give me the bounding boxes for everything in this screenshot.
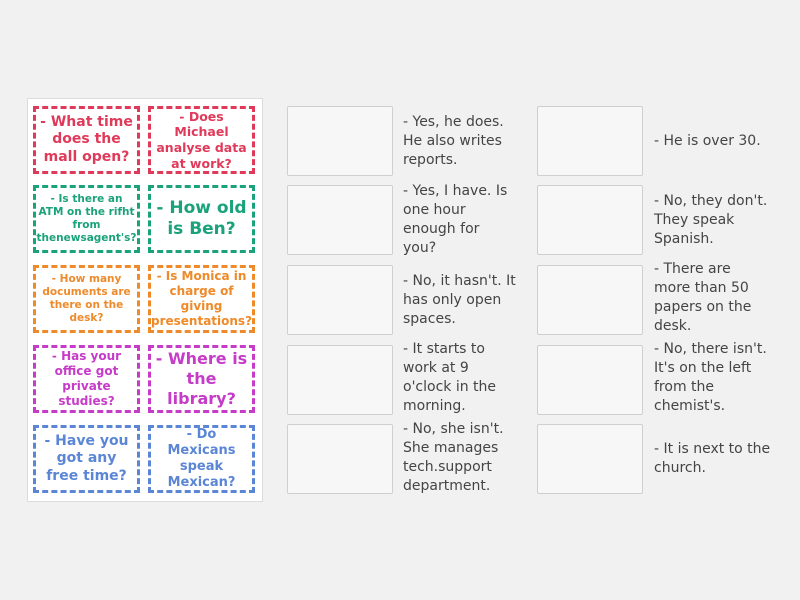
card-text: - Do Mexicans speak Mexican?: [167, 426, 236, 491]
drop-slot[interactable]: [287, 265, 393, 335]
question-card[interactable]: [33, 345, 140, 413]
card-text: - How old is Ben?: [156, 197, 247, 239]
card-text: - Has your office got private studies?: [51, 349, 122, 408]
drop-slot[interactable]: [287, 345, 393, 415]
question-card[interactable]: [148, 345, 255, 413]
question-card[interactable]: [33, 425, 140, 493]
drop-slot[interactable]: [537, 265, 643, 335]
card-text: - Have you got any free time?: [44, 432, 129, 484]
card-text: - Is Monica in charge of giving presentations?: [150, 269, 253, 328]
answer-text: - No, they don't. They speak Spanish.: [654, 192, 768, 247]
question-card[interactable]: [148, 425, 255, 493]
card-text: - What time does the mall open?: [40, 113, 133, 165]
answer-text: - There are more than 50 papers on the desk.: [654, 261, 752, 334]
card-text: - Where is the library?: [155, 349, 248, 408]
drop-slot[interactable]: [287, 185, 393, 255]
drop-slot[interactable]: [537, 185, 643, 255]
drop-slot[interactable]: [287, 424, 393, 494]
card-text: - Is there an ATM on the rifht from thenewsagent's?: [36, 192, 137, 245]
answer-text: - It is next to the church.: [654, 441, 771, 476]
answer-text: - Yes, he does. He also writes reports.: [403, 113, 504, 168]
question-card[interactable]: [33, 106, 140, 174]
question-card[interactable]: [148, 265, 255, 333]
answer-text: - No, it hasn't. It has only open spaces.: [403, 272, 516, 327]
answer-text: - He is over 30.: [654, 132, 761, 149]
answer-text: - No, there isn't. It's on the left from the chemist's.: [654, 341, 767, 414]
answer-text: - Yes, I have. Is one hour enough for you?: [403, 183, 508, 256]
answer-text: - No, she isn't. She manages tech.support department.: [403, 421, 504, 494]
drop-slot[interactable]: [287, 106, 393, 176]
card-text: - Does Michael analyse data at work?: [156, 108, 247, 171]
drop-slot[interactable]: [537, 424, 643, 494]
question-card[interactable]: [148, 106, 255, 174]
question-card[interactable]: [33, 185, 140, 253]
answer-text: - It starts to work at 9 o'clock in the morning.: [403, 341, 497, 414]
question-card[interactable]: [33, 265, 140, 333]
card-text: - How many documents are there on the desk?: [42, 272, 131, 325]
question-card[interactable]: [148, 185, 255, 253]
drop-slot[interactable]: [537, 106, 643, 176]
drop-slot[interactable]: [537, 345, 643, 415]
